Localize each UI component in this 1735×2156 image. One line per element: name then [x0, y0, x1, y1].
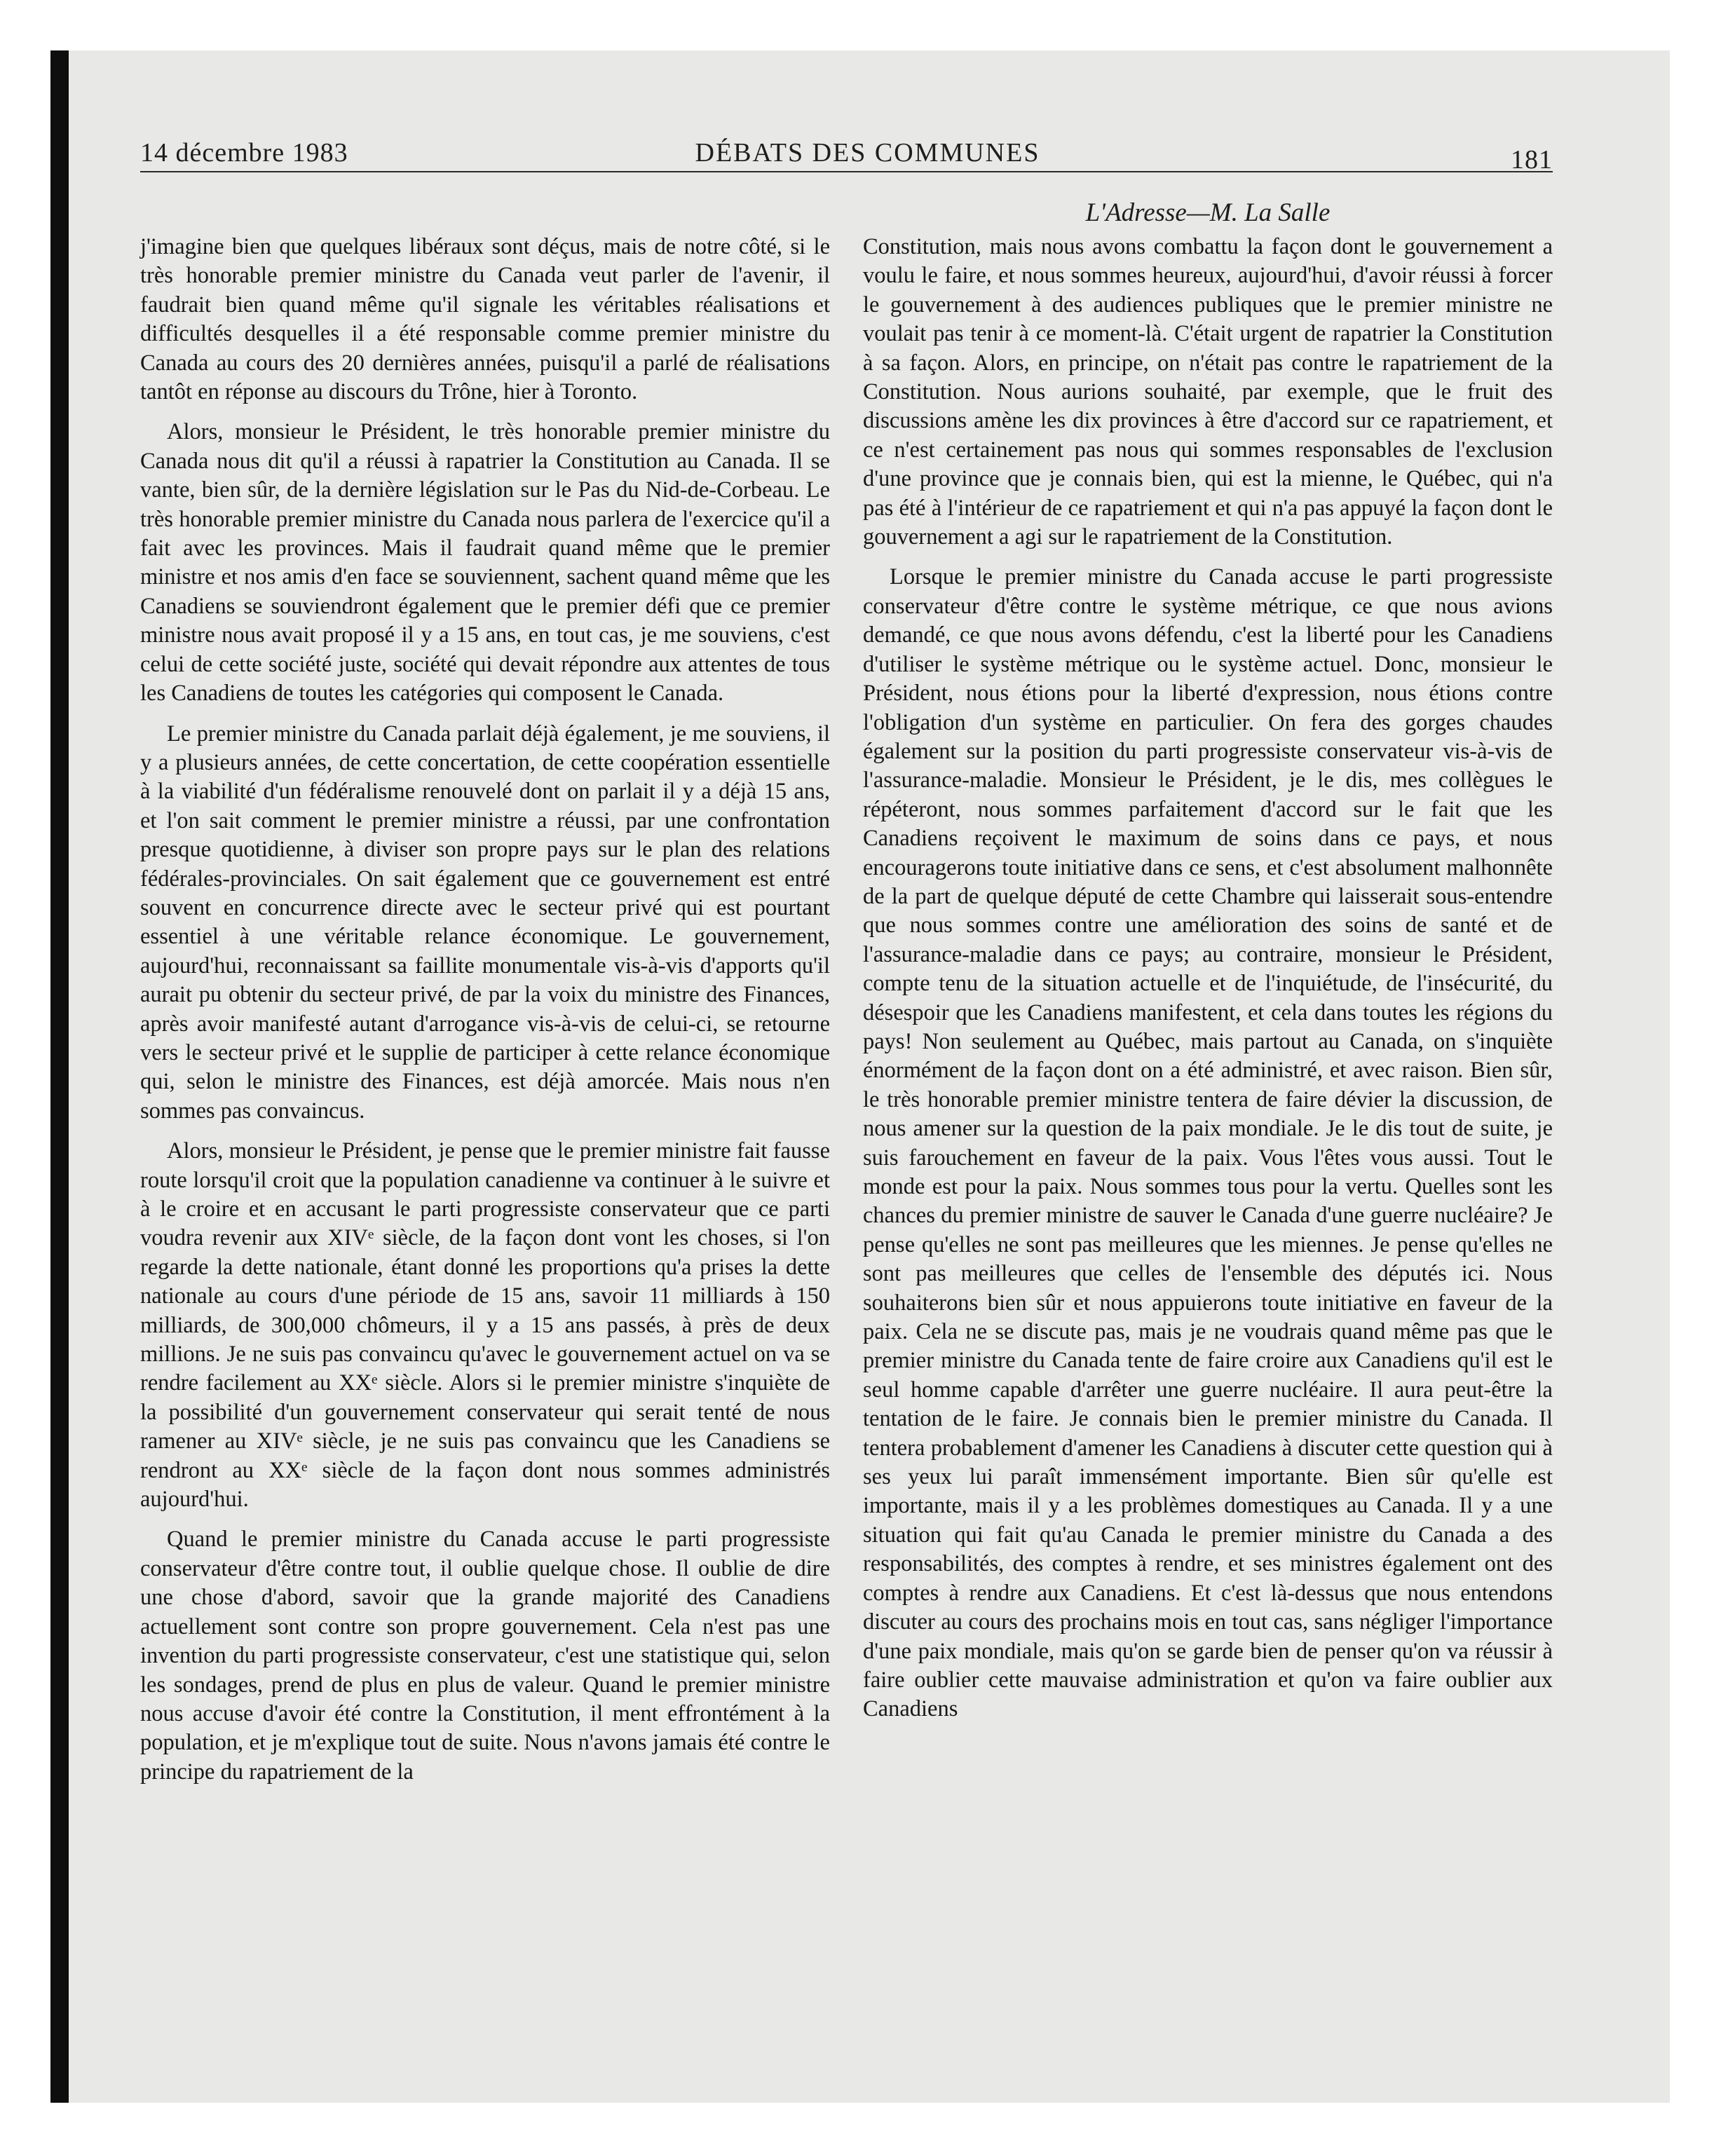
left-column: [140, 233, 830, 1798]
header-title: DÉBATS DES COMMUNES: [695, 138, 1040, 168]
paragraph: Alors, monsieur le Président, je pense que le premier ministre fait fausse route lorsqu'il croit que la population canadienne va continuer à le suivre et à le croire et en accusant le parti progressiste conservateur que ce parti voudra revenir aux XIVᵉ siècle, de la façon dont vont les choses, si l'on regarde la dette nationale, étant donné les proportions qu'a prises la dette nationale au cours d'une période de 15 ans, savoir 11 milliards à 150 milliards, de 300,000 chômeurs, il y a 15 ans passés, à près de deux millions. Je ne suis pas convaincu qu'avec le gouvernement actuel on va se rendre facilement au XXᵉ siècle. Alors si le premier ministre s'inquiète de la possibilité d'un gouvernement conservateur qui serait tenté de nous ramener au XIVᵉ siècle, je ne suis pas convaincu que les Canadiens se rendront au XXᵉ siècle de la façon dont nous sommes administrés aujourd'hui.: [140, 1138, 830, 1513]
header-date: 14 décembre 1983: [140, 138, 348, 168]
binding-shadow: [50, 50, 69, 2103]
paragraph: j'imagine bien que quelques libéraux sont déçus, mais de notre côté, si le très honorable premier ministre du Canada veut parler de l'avenir, il faudrait bien quand même qu'il signale les véritables réalisations et difficultés desquelles il a été responsable comme premier ministre du Canada au cours des 20 dernières années, puisqu'il a parlé de réalisations tantôt en réponse au discours du Trône, hier à Toronto.: [140, 234, 830, 405]
running-head: L'Adresse—M. La Salle: [1085, 198, 1331, 227]
paragraph: Lorsque le premier ministre du Canada accuse le parti progressiste conservateur d'être contre le système métrique, ce que nous avions demandé, ce que nous avons défendu, c'est la liberté pour les Canadiens d'utiliser le système métrique ou le système actuel. Donc, monsieur le Président, nous étions pour la liberté d'expression, nous étions contre l'obligation d'un système en particulier. On fera des gorges chaudes également sur la position du parti progressiste conservateur vis-à-vis de l'assurance-maladie. Monsieur le Président, je le dis, mes collègues le répéteront, nous sommes parfaitement d'accord sur le fait que les Canadiens reçoivent le maximum de soins dans ce pays, et nous encouragerons toute initiative dans ce sens, et c'est absolument malhonnête de la part de quelque député de cette Chambre qui laisserait sous-entendre que nous sommes contre une amélioration des soins de santé et de l'assurance-maladie dans ce pays; au contraire, monsieur le Président, compte tenu de la situation actuelle et de l'inquiétude, de l'insécurité, du désespoir que les Canadiens manifestent, et cela dans toutes les régions du pays! Non seulement au Québec, mais partout au Canada, on s'inquiète énormément de la façon dont on a été administré, et avec raison. Bien sûr, le très honorable premier ministre tentera de faire dévier la discussion, de nous amener sur la question de la paix mondiale. Je le dis tout de suite, je suis farouchement en faveur de la paix. Vous l'êtes vous aussi. Tout le monde est pour la paix. Nous sommes tous pour la vertu. Quelles sont les chances du premier ministre de sauver le Canada d'une guerre nucléaire? Je pense qu'elles ne sont pas meilleures que les miennes. Je pense qu'elles ne sont pas meilleures que celles de l'ensemble des députés ici. Nous souhaiterons bien sûr et nous appuierons toute initiative en faveur de la paix. Cela ne se discute pas, mais je ne voudrais quand même pas que le premier ministre du Canada tente de faire croire aux Canadiens qu'il est le seul homme capable d'arrêter une guerre nucléaire. Il aura peut-être la tentation de le faire. Je connais bien le premier ministre du Canada. Il tentera probablement d'amener les Canadiens à discuter cette question qui à ses yeux lui paraît immensément importante. Bien sûr qu'elle est importante, mais il y a les problèmes domestiques au Canada. Il y a une situation qui fait qu'au Canada le premier ministre du Canada a des responsabilités, des comptes à rendre, et ses ministres également ont des comptes à rendre aux Canadiens. Et c'est là-dessus que nous entendons discuter au cours des prochains mois en tout cas, sans négliger l'importance d'une paix mondiale, mais qu'on se garde bien de penser qu'on va réussir à faire oublier cette mauvaise administration et qu'on va faire oublier aux Canadiens: [863, 564, 1553, 1722]
page-number: 181: [1511, 145, 1553, 175]
right-column: [863, 233, 1553, 1735]
paragraph: Quand le premier ministre du Canada accuse le parti progressiste conservateur d'être contre tout, il oublie quelque chose. Il oublie de dire une chose d'abord, savoir que la grande majorité des Canadiens actuellement sont contre son propre gouvernement. Cela n'est pas une invention du parti progressiste conservateur, c'est une statistique qui, selon les sondages, prend de plus en plus de valeur. Quand le premier ministre nous accuse d'avoir été contre la Constitution, il ment effrontément à la population, et je m'explique tout de suite. Nous n'avons jamais été contre le principe du rapatriement de la: [140, 1527, 830, 1785]
paragraph: Constitution, mais nous avons combattu la façon dont le gouvernement a voulu le faire, et nous sommes heureux, aujourd'hui, d'avoir réussi à forcer le gouvernement à des audiences publiques que le premier ministre ne voulait pas tenir à ce moment-là. C'était urgent de rapatrier la Constitution à sa façon. Alors, en principe, on n'était pas contre le rapatriement de la Constitution. Nous aurions souhaité, par exemple, que le fruit des discussions amène les dix provinces à être d'accord sur ce rapatriement, et ce n'est certainement pas nous qui sommes responsables de l'exclusion d'une province que je connais bien, qui est la mienne, le Québec, qui n'a pas été à l'intérieur de ce rapatriement et qui n'a pas appuyé la façon dont le gouvernement a agi sur le rapatriement de la Constitution.: [863, 234, 1553, 550]
paragraph: Le premier ministre du Canada parlait déjà également, je me souviens, il y a plusieurs années, de cette concertation, de cette coopération essentielle à la viabilité d'un fédéralisme renouvelé dont on parlait il y a déjà 15 ans, et l'on sait comment le premier ministre a réussi, par une confrontation presque quotidienne, à diviser son propre pays sur le plan des relations fédérales-provinciales. On sait également que ce gouvernement est entré souvent en concurrence directe avec le secteur privé qui est pourtant essentiel à une véritable relance économique. Le gouvernement, aujourd'hui, reconnaissant sa faillite monumentale vis-à-vis d'apports qu'il aurait pu obtenir du secteur privé, de par la voix du ministre des Finances, après avoir manifesté autant d'arrogance vis-à-vis de celui-ci, se retourne vers le secteur privé et le supplie de participer à cette relance économique qui, selon le ministre des Finances, est déjà amorcée. Mais nous n'en sommes pas convaincus.: [140, 721, 830, 1124]
header-rule: [140, 171, 1553, 172]
paragraph: Alors, monsieur le Président, le très honorable premier ministre du Canada nous dit qu'il a réussi à rapatrier la Constitution au Canada. Il se vante, bien sûr, de la dernière législation sur le Pas du Nid-de-Corbeau. Le très honorable premier ministre du Canada nous parlera de l'exercice qu'il a fait avec les provinces. Mais il faudrait quand même que le premier ministre et nos amis d'en face se souviennent, sachent quand même que les Canadiens se souviendront également que le premier défi que ce premier ministre nous avait proposé il y a 15 ans, en tout cas, je me souviens, c'est celui de cette société juste, société qui devait répondre aux attentes de tous les Canadiens de toutes les catégories qui composent le Canada.: [140, 419, 830, 707]
